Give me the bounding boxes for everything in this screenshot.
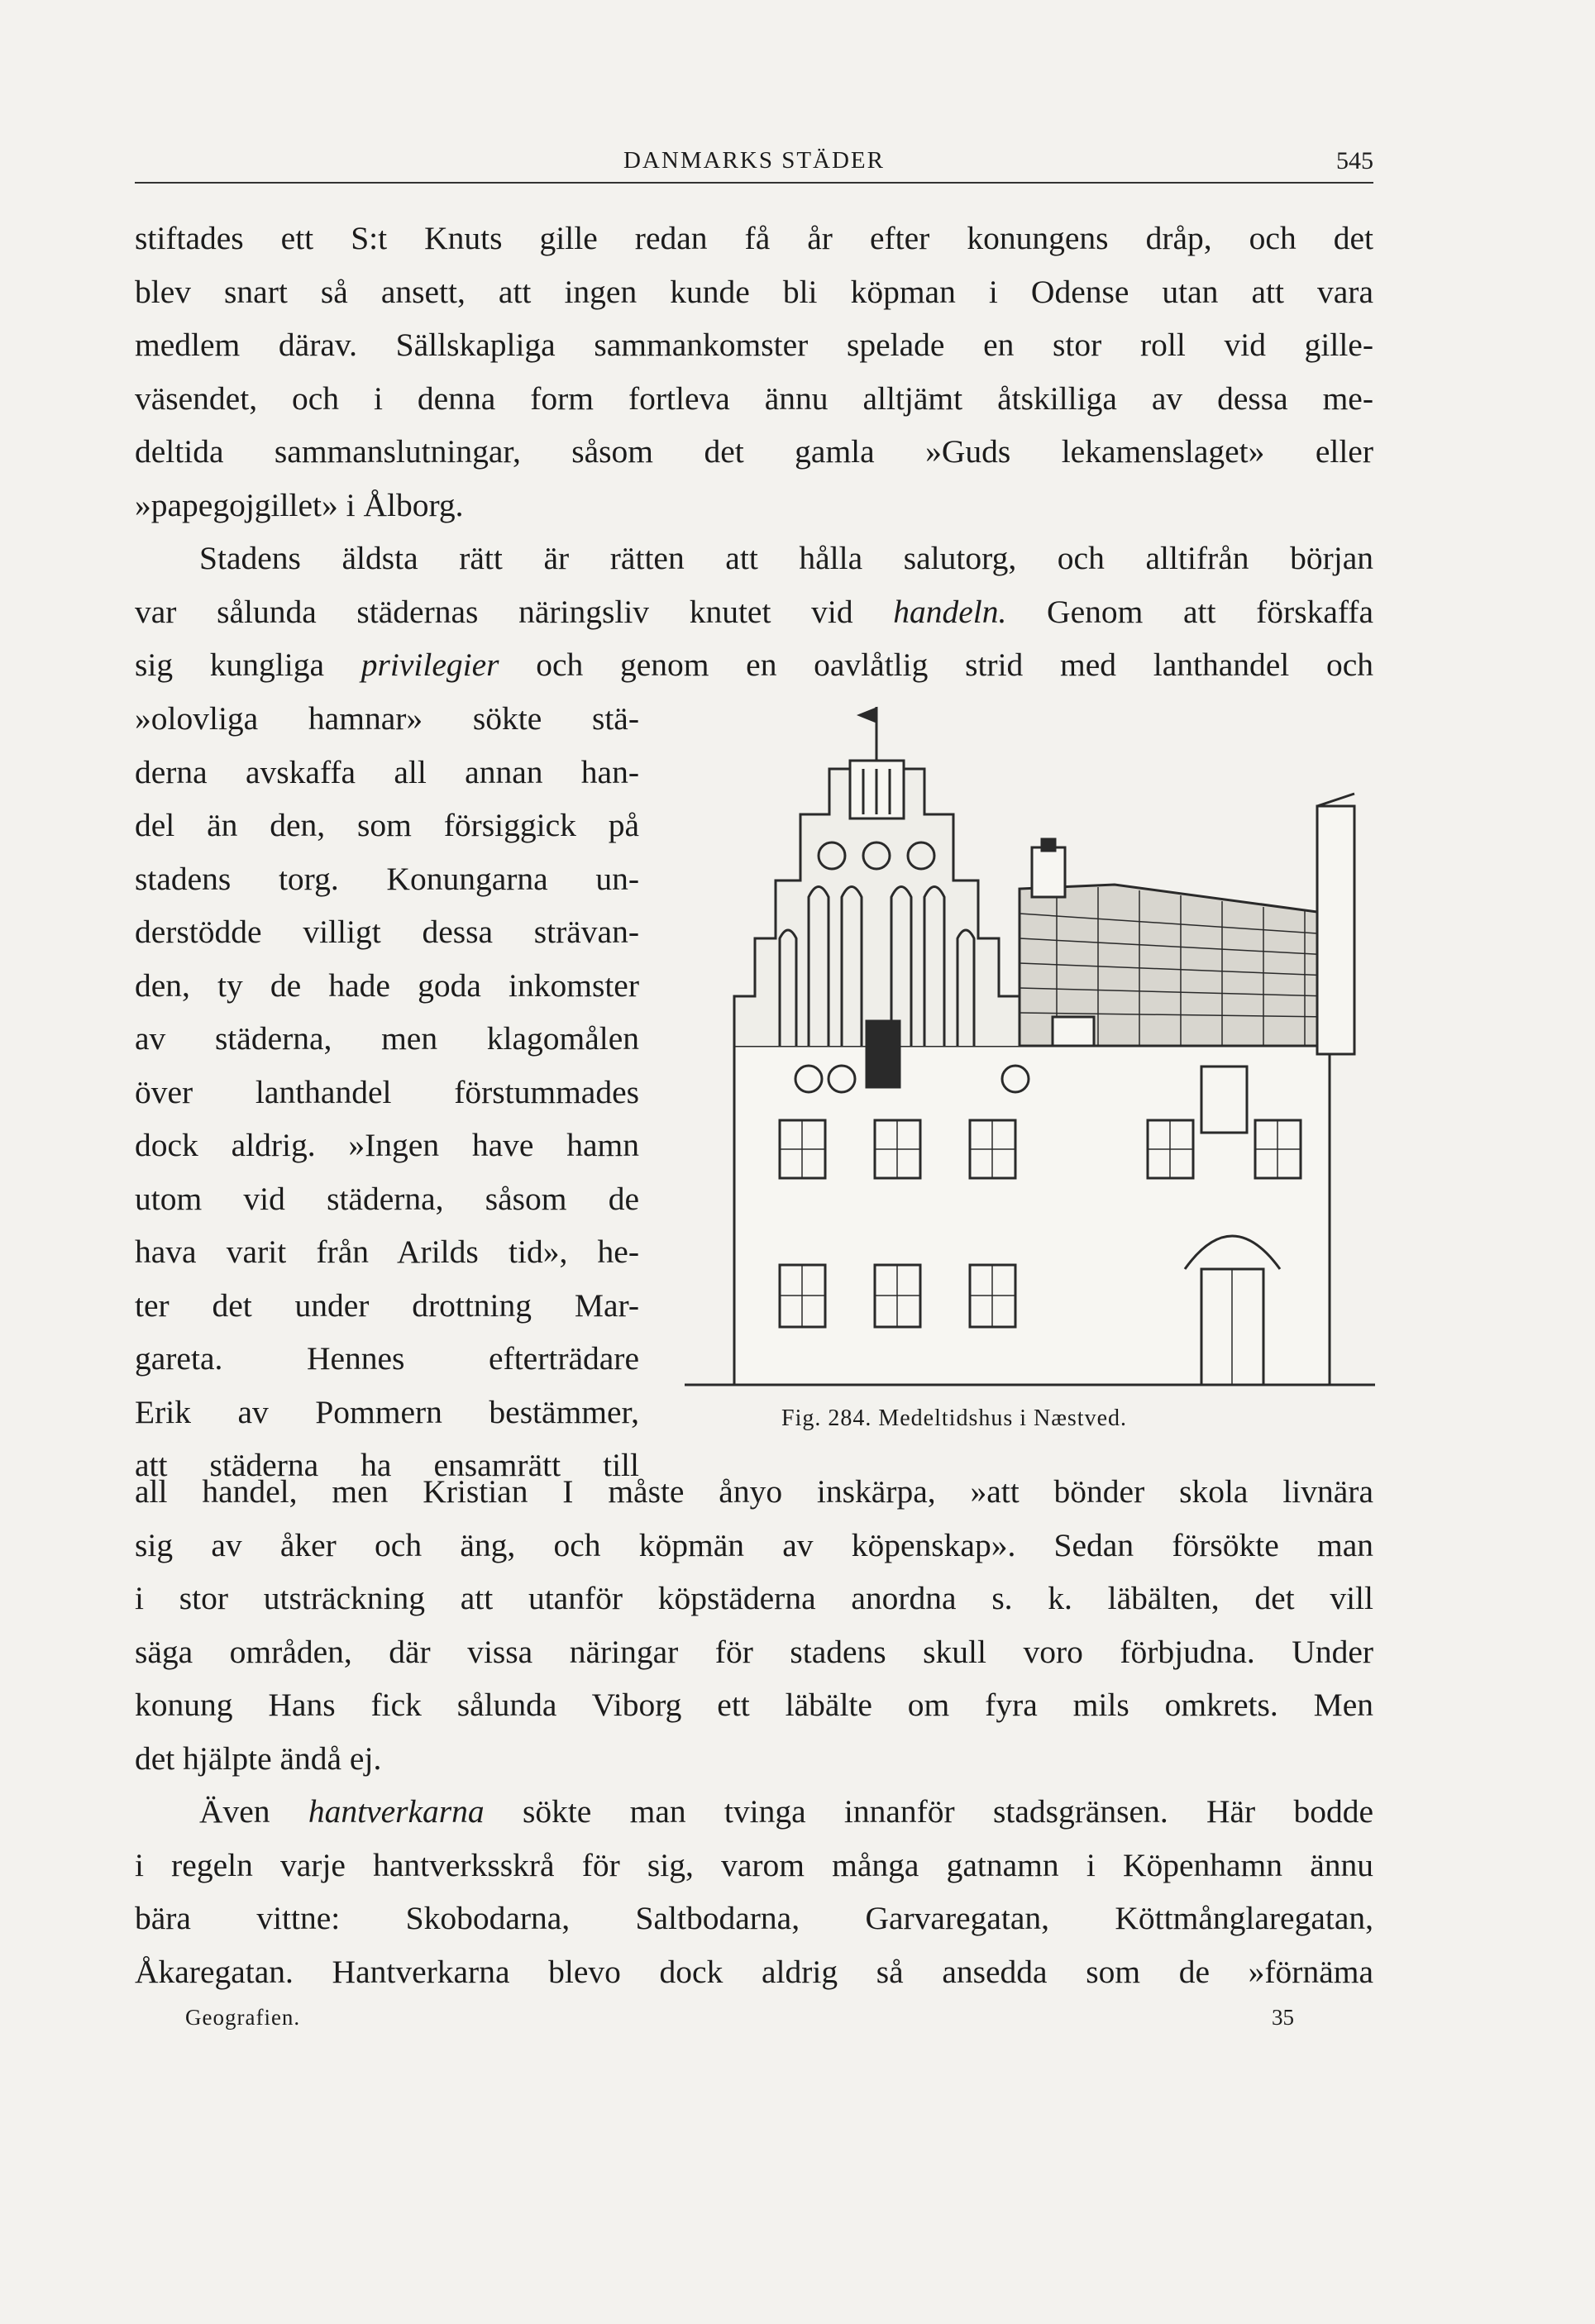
text-line: sig av åker och äng, och köpmän av köpenskap». Sedan försökte man	[135, 1526, 1373, 1563]
house-illustration	[685, 690, 1375, 1434]
text-line: konung Hans fick sålunda Viborg ett läbälte om fyra mils omkrets. Men	[135, 1687, 1373, 1723]
wrapped-text-column	[135, 692, 639, 1492]
figure-medieval-house	[685, 690, 1375, 1434]
text-line: blev snart så ansett, att ingen kunde bli köpman i Odense utan att vara	[135, 273, 1373, 310]
running-head	[135, 141, 1373, 184]
text-line: i regeln varje hantverksskrå för sig, varom många gatnamn i Köpenhamn ännu	[135, 1846, 1373, 1883]
paragraph-1	[135, 212, 1373, 532]
text-line: medlem därav. Sällskapliga sammankomster spelade en stor roll vid gille-	[135, 327, 1373, 363]
text-line: av städerna, men klagomålen	[135, 1020, 639, 1057]
text-line: säga områden, där vissa näringar för stadens skull voro förbjudna. Under	[135, 1633, 1373, 1670]
text-line: det hjälpte ändå ej.	[135, 1739, 382, 1777]
figure-caption: Fig. 284. Medeltidshus i Næstved.	[781, 1405, 1128, 1431]
text-line: deltida sammanslutningar, såsom det gamla »Guds lekamenslaget» eller	[135, 433, 1373, 470]
text-line: dock aldrig. »Ingen have hamn	[135, 1127, 639, 1163]
text-line: väsendet, och i denna form fortleva ännu alltjämt åtskilliga av dessa me-	[135, 379, 1373, 417]
text-line: stadens torg. Konungarna un-	[135, 860, 639, 897]
text-line: den, ty de hade goda inkomster	[135, 966, 639, 1004]
text-line: »olovliga hamnar» sökte stä-	[135, 700, 639, 737]
text-line: sig kungliga privilegier och genom en oavlåtlig strid med lanthandel och	[135, 647, 1373, 683]
text-line: gareta. Hennes efterträdare	[135, 1340, 639, 1377]
text-line: del än den, som försiggick på	[135, 807, 639, 843]
text-line: »papegojgillet» i Ålborg.	[135, 486, 464, 523]
footer-sheet-number: 35	[1272, 2005, 1294, 2030]
paragraph-3	[135, 1785, 1373, 1998]
running-head-title: DANMARKS STÄDER	[623, 147, 885, 174]
text-line: Erik av Pommern bestämmer,	[135, 1393, 639, 1430]
text-line: över lanthandel förstummades	[135, 1073, 639, 1110]
text-line: Stadens äldsta rätt är rätten att hålla salutorg, och alltifrån början	[199, 540, 1373, 576]
text-line: ter det under drottning Mar-	[135, 1286, 639, 1324]
paragraph-2-head	[135, 532, 1373, 692]
emphasis: hantverkarna	[308, 1793, 485, 1830]
paragraph-2-continued	[135, 1465, 1373, 1785]
text-line: bära vittne: Skobodarna, Saltbodarna, Garvaregatan, Köttmånglaregatan,	[135, 1900, 1373, 1936]
page-number: 545	[1336, 147, 1373, 174]
text-line: derstödde villigt dessa strävan-	[135, 914, 639, 950]
text-line: utom vid städerna, såsom de	[135, 1180, 639, 1217]
text-line: derna avskaffa all annan han-	[135, 753, 639, 790]
text-line: hava varit från Arilds tid», he-	[135, 1234, 639, 1270]
text-line: Även hantverkarna sökte man tvinga innanför stadsgränsen. Här bodde	[199, 1793, 1374, 1830]
emphasis: privilegier	[361, 647, 499, 683]
text-line: stiftades ett S:t Knuts gille redan få år efter konungens dråp, och det	[135, 220, 1373, 256]
text-line: att städerna ha ensamrätt till	[135, 1447, 639, 1483]
text-line: i stor utsträckning att utanför köpstäderna anordna s. k. läbälten, det vill	[135, 1580, 1373, 1616]
text-line: var sålunda städernas näringsliv knutet vid handeln. Genom att förskaffa	[135, 593, 1373, 630]
emphasis: handeln.	[893, 593, 1007, 630]
text-line: Åkaregatan. Hantverkarna blevo dock aldrig så ansedda som de »förnäma	[135, 1953, 1373, 1990]
text-line: all handel, men Kristian I måste ånyo inskärpa, »att bönder skola livnära	[135, 1473, 1373, 1510]
footer-signature: Geografien.	[185, 2005, 301, 2030]
